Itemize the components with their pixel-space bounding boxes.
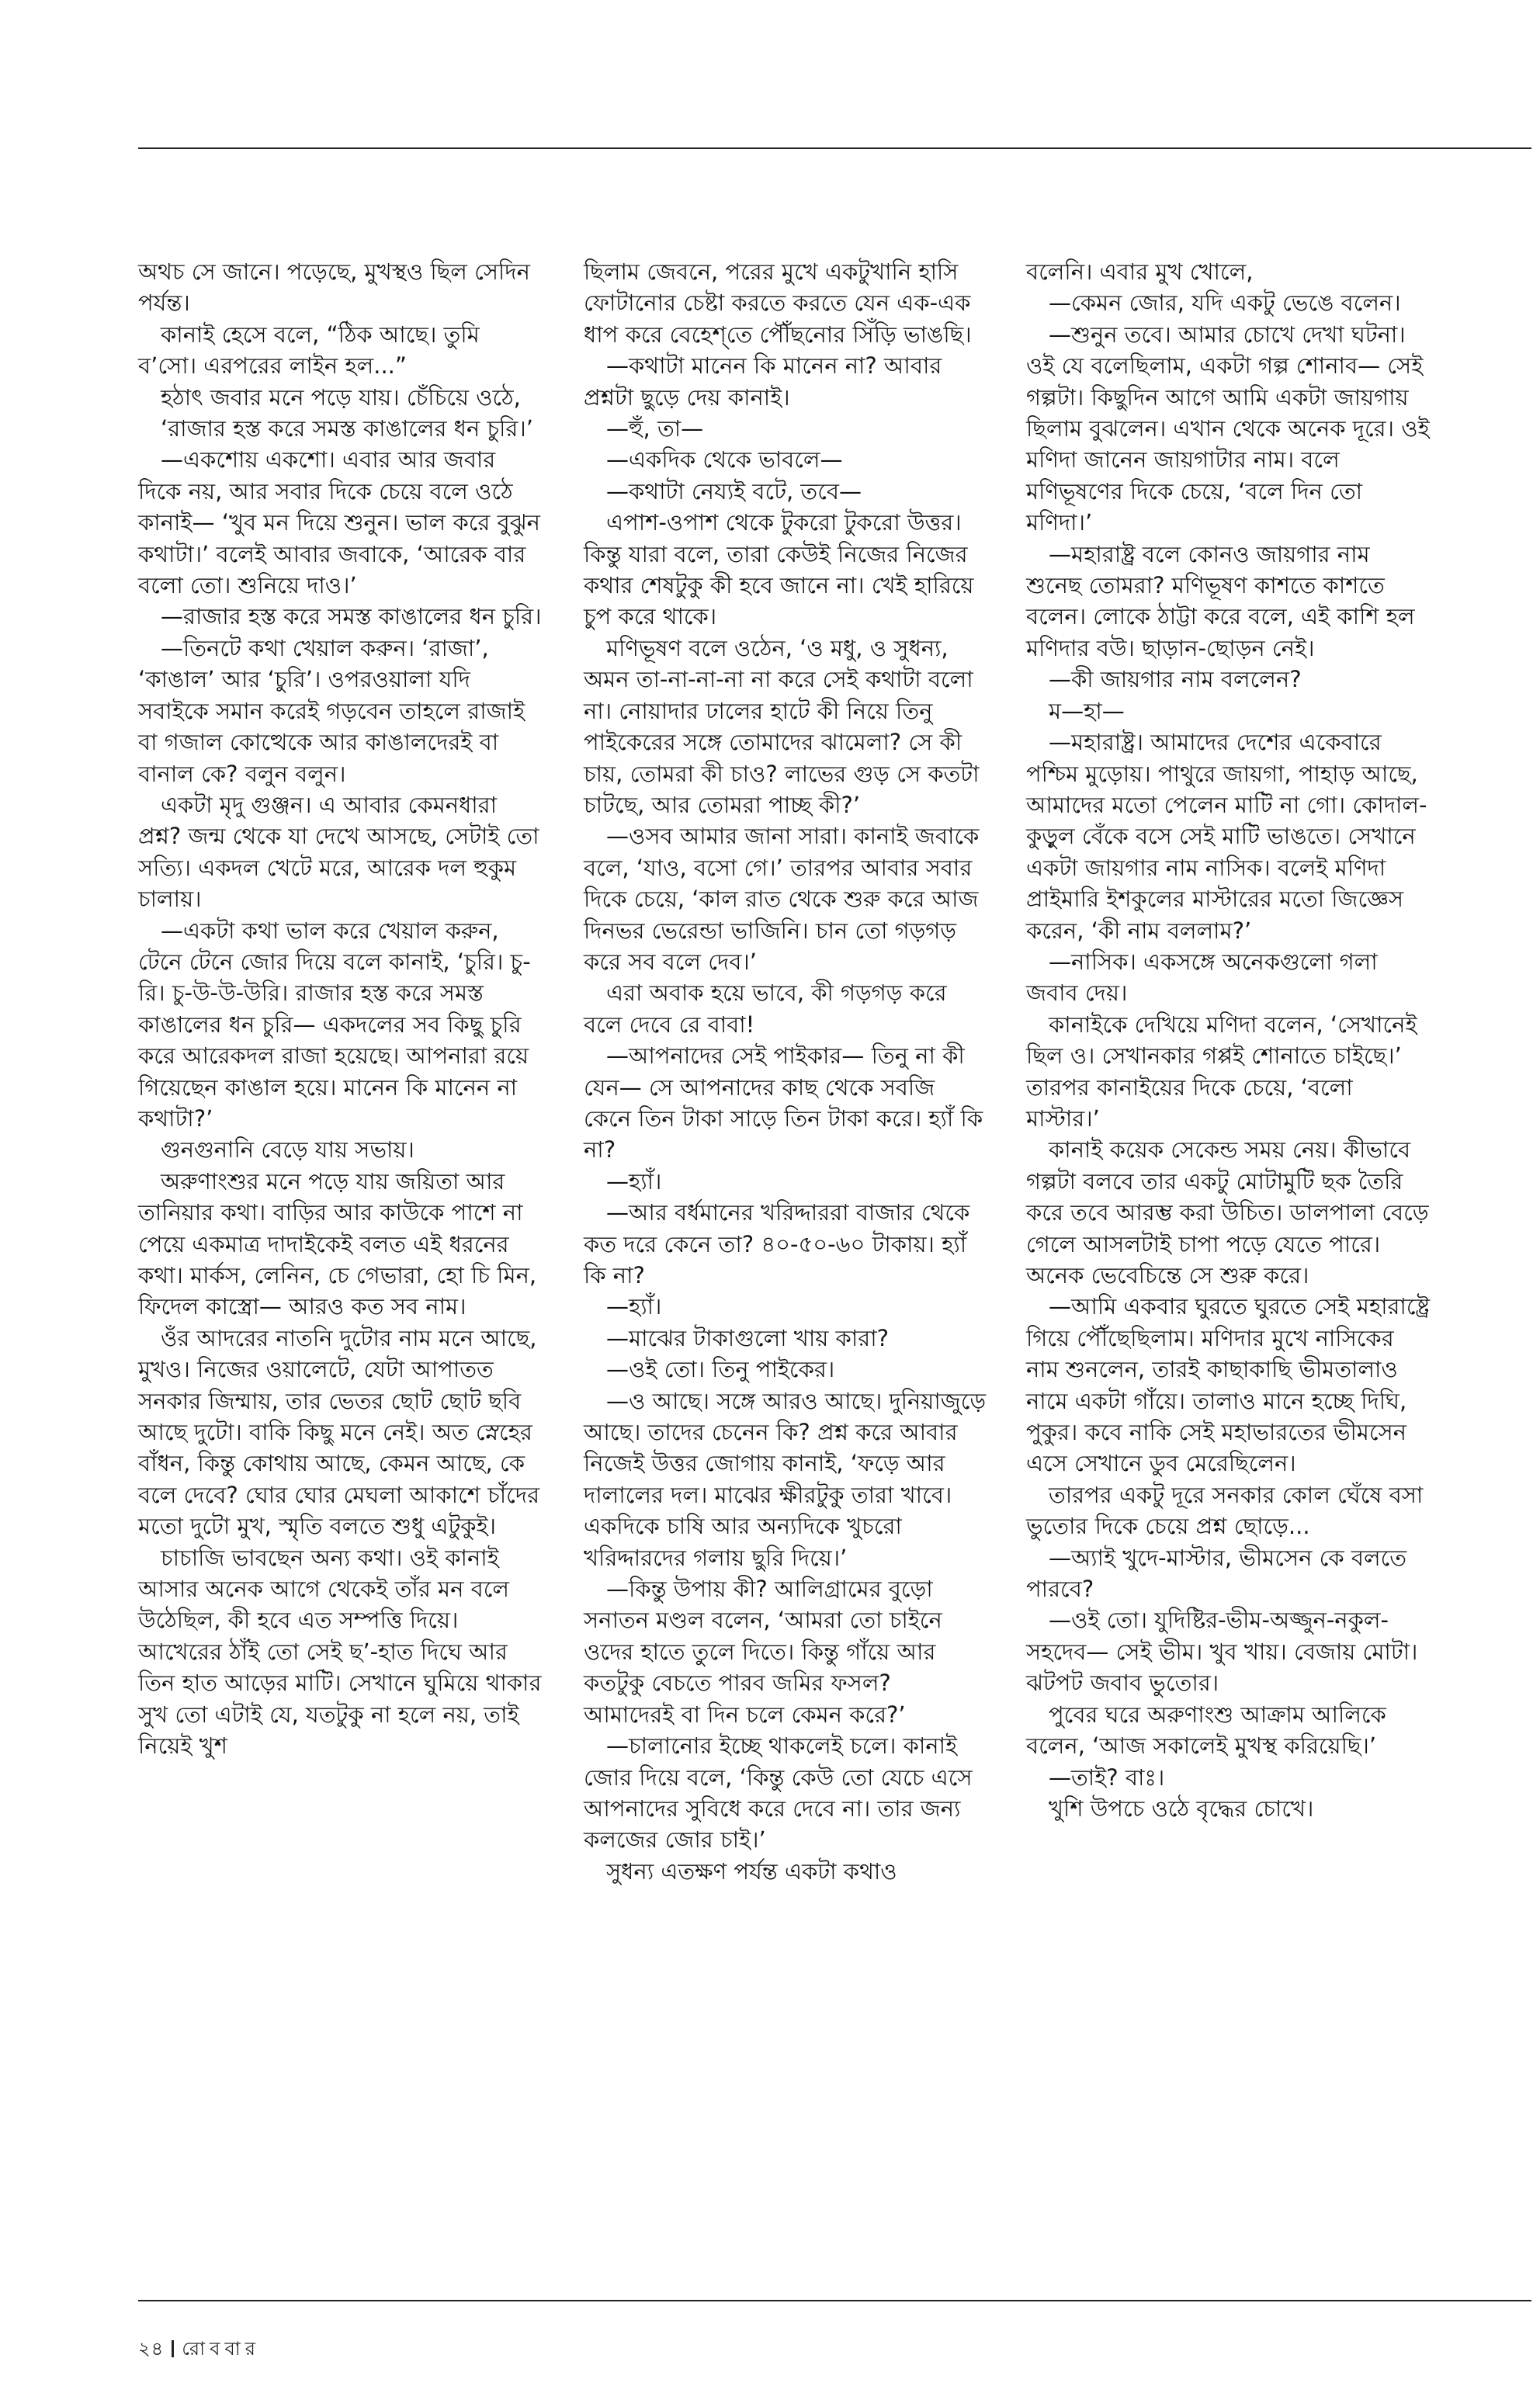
- paragraph: —মহারাষ্ট্র বলে কোনও জায়গার নাম শুনেছ তোমরা? মণিভূষণ কাশতে কাশতে বলেন। লোকে ঠাট্টা করে বলে, এই কাশি হল মণিদার বউ। ছাড়ান-ছোড়ন নেই।: [1026, 540, 1415, 661]
- paragraph: ‘রাজার হস্ত করে সমস্ত কাঙালের ধন চুরি।’: [161, 415, 533, 442]
- paragraph: চাচাজি ভাবছেন অন্য কথা। ওই কানাই আসার অনেক আগে থেকেই তাঁর মন বলে উঠেছিল, কী হবে এত সম্পত্তি দিয়ে। আখেরের ঠাঁই তো সেই ছ’-হাত দিঘে আর তিন হাত আড়ের মাটি। সেখানে ঘুমিয়ে থাকার সুখ তো এটাই যে, যতটুকু না হলে নয়, তাই নিয়েই খুশ: [138, 1544, 542, 1760]
- page-number: ২৪: [138, 2338, 165, 2360]
- paragraph: —কী জায়গার নাম বললেন?: [1049, 666, 1302, 693]
- paragraph: ওঁর আদরের নাতনি দুটোর নাম মনে আছে, মুখও। নিজের ওয়ালেটে, যেটা আপাতত সনকার জিম্মায়, তার ভেতর ছোট ছোট ছবি আছে দুটো। বাকি কিছু মনে নেই। অত স্নেহের বাঁধন, কিন্তু কোথায় আছে, কেমন আছে, কে বলে দেবে? ঘোর ঘোর মেঘলা আকাশে চাঁদের মতো দুটো মুখ, স্মৃতি বলতে শুধু এটুকুই।: [138, 1324, 540, 1540]
- paragraph: অথচ সে জানে। পড়েছে, মুখস্থও ছিল সেদিন পর্যন্ত।: [138, 258, 530, 317]
- paragraph: —নাসিক। একসঙ্গে অনেকগুলো গলা জবাব দেয়।: [1026, 948, 1378, 1007]
- paragraph: মণিভূষণ বলে ওঠেন, ‘ও মধু, ও সুধন্য, অমন তা-না-না-না না করে সেই কথাটা বলো না। নোয়াদার ঢালের হাটে কী নিয়ে তিনু পাইকেরের সঙ্গে তোমাদের ঝামেলা? সে কী চায়, তোমরা কী চাও? লাভের গুড় সে কতটা চাটছে, আর তোমরা পাচ্ছ কী?’: [584, 634, 980, 818]
- paragraph: —মহারাষ্ট্র। আমাদের দেশের একেবারে পশ্চিম মুড়োয়। পাথুরে জায়গা, পাহাড় আছে, আমাদের মতো পেলেন মাটি না গো। কোদাল-কুড়ুল বেঁকে বসে সেই মাটি ভাঙতে। সেখানে একটা জায়গার নাম নাসিক। বলেই মণিদা প্রাইমারি ইশকুলের মাস্টারের মতো জিজ্ঞেস করেন, ‘কী নাম বললাম?’: [1026, 729, 1427, 944]
- text-column-1: [138, 256, 542, 1762]
- paragraph: একটা মৃদু গুঞ্জন। এ আবার কেমনধারা প্রশ্ন? জন্ম থেকে যা দেখে আসছে, সেটাই তো সত্যি। একদল খেটে মরে, আরেক দল হুকুম চালায়।: [138, 791, 539, 913]
- paragraph: —ওসব আমার জানা সারা। কানাই জবাকে বলে, ‘যাও, বসো গে।’ তারপর আবার সবার দিকে চেয়ে, ‘কাল রাত থেকে শুরু করে আজ দিনভর ভেরেন্ডা ভাজিনি। চান তো গড়গড় করে সব বলে দেব।’: [584, 823, 980, 975]
- paragraph: —একদিক থেকে ভাবলে—: [606, 446, 843, 473]
- paragraph: —কথাটা নেয্যই বটে, তবে—: [606, 477, 862, 505]
- paragraph: —একশোয় একশো। এবার আর জবার দিকে নয়, আর সবার দিকে চেয়ে বলে ওঠে কানাই— ‘খুব মন দিয়ে শুনুন। ভাল করে বুঝুন কথাটা।’ বলেই আবার জবাকে, ‘আরেক বার বলো তো। শুনিয়ে দাও।’: [138, 446, 540, 599]
- paragraph: ম—হা—: [1049, 697, 1125, 724]
- paragraph: বলেনি। এবার মুখ খোলে,: [1026, 258, 1254, 285]
- paragraph: —ও আছে। সঙ্গে আরও আছে। দুনিয়াজুড়ে আছে। তাদের চেনেন কি? প্রশ্ন করে আবার নিজেই উত্তর জোগায় কানাই, ‘ফড়ে আর দালালের দল। মাঝের ক্ষীরটুকু তারা খাবে। একদিকে চাষি আর অন্যদিকে খুচরো খরিদ্দারদের গলায় ছুরি দিয়ে।’: [584, 1387, 987, 1571]
- text-column-3: [1026, 256, 1430, 1824]
- paragraph: —ওই তো। যুদিষ্টির-ভীম-অজ্জুন-নকুল-সহদেব— সেই ভীম। খুব খায়। বেজায় মোটা। ঝটপট জবাব ভুতোর।: [1026, 1607, 1418, 1697]
- paragraph: —মাঝের টাকাগুলো খায় কারা?: [606, 1324, 890, 1351]
- paragraph: এপাশ-ওপাশ থেকে টুকরো টুকরো উত্তর। কিন্তু যারা বলে, তারা কেউই নিজের নিজের কথার শেষটুকু কী হবে জানে না। খেই হারিয়ে চুপ করে থাকে।: [584, 509, 974, 630]
- paragraph: —তাই? বাঃ।: [1049, 1764, 1165, 1791]
- page-footer: [138, 2335, 260, 2366]
- paragraph: —তিনটে কথা খেয়াল করুন। ‘রাজা’, ‘কাঙাল’ আর ‘চুরি’। ওপরওয়ালা যদি সবাইকে সমান করেই গড়বেন তাহলে রাজাই বা গজাল কোত্থেকে আর কাঙালদেরই বা বানাল কে? বলুন বলুন।: [138, 634, 525, 787]
- paragraph: —একটা কথা ভাল করে খেয়াল করুন, টেনে টেনে জোর দিয়ে বলে কানাই, ‘চুরি। চু-রি। চু-উ-উ-উরি। রাজার হস্ত করে সমস্ত কাঙালের ধন চুরি— একদলের সব কিছু চুরি করে আরেকদল রাজা হয়েছে। আপনারা রয়ে গিয়েছেন কাঙাল হয়ে। মানেন কি মানেন না কথাটা?’: [138, 917, 531, 1132]
- footer-divider: [172, 2340, 174, 2357]
- paragraph: —আমি একবার ঘুরতে ঘুরতে সেই মহারাষ্ট্রে গিয়ে পৌঁছেছিলাম। মণিদার মুখে নাসিকের নাম শুনলেন, তারই কাছাকাছি ভীমতালাও নামে একটা গাঁয়ে। তালাও মানে হচ্ছে দিঘি, পুকুর। কবে নাকি সেই মহাভারতের ভীমসেন এসে সেখানে ডুব মেরেছিলেন।: [1026, 1293, 1430, 1477]
- paragraph: —হ্যাঁ।: [606, 1167, 662, 1195]
- paragraph: —আর বর্ধমানের খরিদ্দাররা বাজার থেকে কত দরে কেনে তা? ৪০-৫০-৬০ টাকায়। হ্যাঁ কি না?: [584, 1199, 970, 1288]
- paragraph: খুশি উপচে ওঠে বৃদ্ধের চোখে।: [1049, 1795, 1314, 1822]
- paragraph: —আপনাদের সেই পাইকার— তিনু না কী যেন— সে আপনাদের কাছ থেকে সবজি কেনে তিন টাকা সাড়ে তিন টাকা করে। হ্যাঁ কি না?: [584, 1042, 983, 1164]
- paragraph: কানাই হেসে বলে, “ঠিক আছে। তুমি ব’সো। এরপরের লাইন হল...”: [138, 321, 480, 380]
- paragraph: হঠাৎ জবার মনে পড়ে যায়। চেঁচিয়ে ওঠে,: [161, 383, 521, 411]
- paragraph: কানাই কয়েক সেকেন্ড সময় নেয়। কীভাবে গল্পটা বলবে তার একটু মোটামুটি ছক তৈরি করে তবে আরম্ভ করা উচিত। ডালপালা বেড়ে গেলে আসলটাই চাপা পড়ে যেতে পারে। অনেক ভেবেচিন্তে সে শুরু করে।: [1026, 1136, 1429, 1288]
- paragraph: —কেমন জোর, যদি একটু ভেঙে বলেন।: [1049, 290, 1401, 317]
- paragraph: এরা অবাক হয়ে ভাবে, কী গড়গড় করে বলে দেবে রে বাবা!: [584, 980, 947, 1038]
- paragraph: গুনগুনানি বেড়ে যায় সভায়।: [161, 1136, 414, 1164]
- paragraph: পুবের ঘরে অরুণাংশু আক্রাম আলিকে বলেন, ‘আজ সকালেই মুখস্থ করিয়েছি।’: [1026, 1701, 1386, 1760]
- paragraph: ছিলাম জেবনে, পরের মুখে একটুখানি হাসি ফোটানোর চেষ্টা করতে করতে যেন এক-এক ধাপ করে বেহেশ্‌তে পৌঁছনোর সিঁড়ি ভাঙছি।: [584, 258, 972, 348]
- paragraph: —রাজার হস্ত করে সমস্ত কাঙালের ধন চুরি।: [161, 603, 542, 630]
- paragraph: —চালানোর ইচ্ছে থাকলেই চলে। কানাই জোর দিয়ে বলে, ‘কিন্তু কেউ তো যেচে এসে আপনাদের সুবিধে করে দেবে না। তার জন্য কলজের জোর চাই।’: [584, 1732, 973, 1854]
- text-column-2: [584, 256, 987, 1887]
- paragraph: —শুনুন তবে। আমার চোখে দেখা ঘটনা। ওই যে বলেছিলাম, একটা গল্প শোনাব— সেই গল্পটা। কিছুদিন আগে আমি একটা জায়গায় ছিলাম বুঝলেন। এখান থেকে অনেক দূরে। ওই মণিদা জানেন জায়গাটার নাম। বলে মণিভূষণের দিকে চেয়ে, ‘বলে দিন তো মণিদা।’: [1026, 321, 1430, 536]
- top-rule: [138, 147, 1531, 149]
- magazine-name: রোববার: [182, 2338, 260, 2360]
- paragraph: —কিন্তু উপায় কী? আলিগ্রামের বুড়ো সনাতন মণ্ডল বলেন, ‘আমরা তো চাইনে ওদের হাতে তুলে দিতে। কিন্তু গাঁয়ে আর কতটুকু বেচতে পারব জমির ফসল? আমাদেরই বা দিন চলে কেমন করে?’: [584, 1576, 942, 1728]
- paragraph: অরুণাংশুর মনে পড়ে যায় জয়িতা আর তানিয়ার কথা। বাড়ির আর কাউকে পাশে না পেয়ে একমাত্র দাদাইকেই বলত এই ধরনের কথা। মার্কস, লেনিন, চে গেভারা, হো চি মিন, ফিদেল কাস্ত্রো— আরও কত সব নাম।: [138, 1167, 537, 1320]
- bottom-rule: [138, 2300, 1531, 2301]
- paragraph: তারপর একটু দূরে সনকার কোল ঘেঁষে বসা ভুতোর দিকে চেয়ে প্রশ্ন ছোড়ে...: [1026, 1481, 1424, 1540]
- paragraph: —হ্যাঁ।: [606, 1293, 662, 1320]
- paragraph: সুধন্য এতক্ষণ পর্যন্ত একটা কথাও: [606, 1857, 897, 1885]
- paragraph: —কথাটা মানেন কি মানেন না? আবার প্রশ্নটা ছুড়ে দেয় কানাই।: [584, 352, 942, 411]
- paragraph: কানাইকে দেখিয়ে মণিদা বলেন, ‘সেখানেই ছিল ও। সেখানকার গপ্পই শোনাতে চাইছে।’ তারপর কানাইয়ের দিকে চেয়ে, ‘বলো মাস্টার।’: [1026, 1011, 1417, 1132]
- paragraph: —অ্যাই খুদে-মাস্টার, ভীমসেন কে বলতে পারবে?: [1026, 1544, 1407, 1603]
- paragraph: —হুঁ, তা—: [606, 415, 704, 442]
- paragraph: —ওই তো। তিনু পাইকের।: [606, 1356, 835, 1383]
